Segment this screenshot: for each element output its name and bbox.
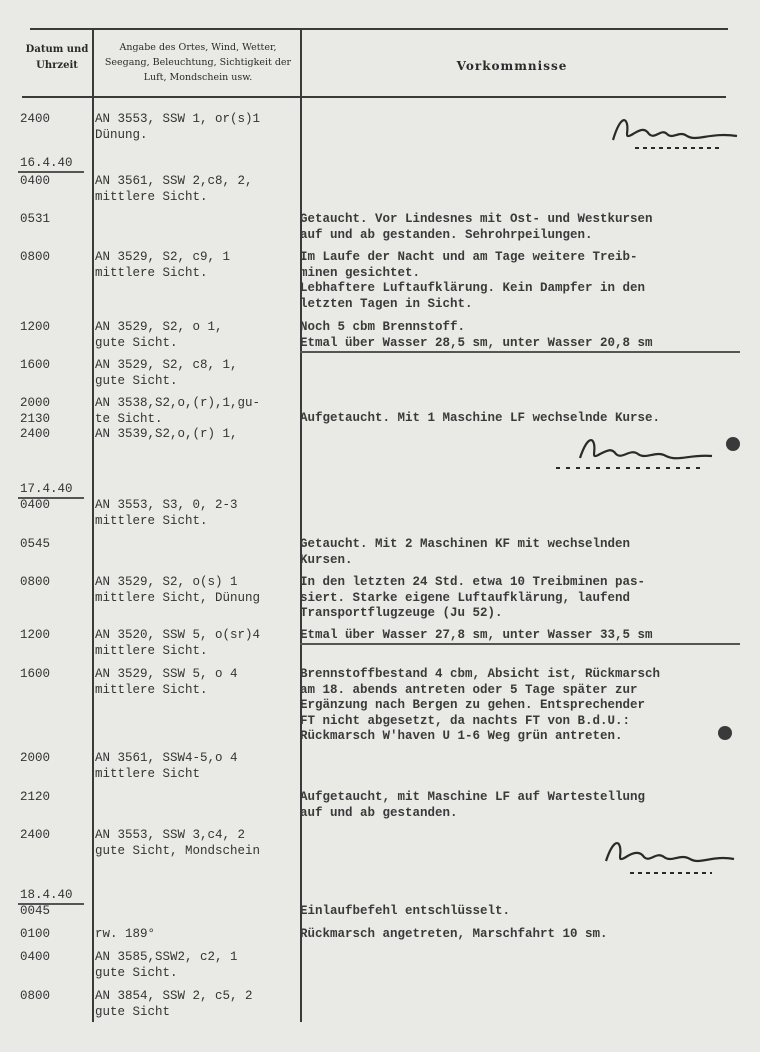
row-location: AN 3553, SSW 3,c4, 2 gute Sicht, Mondschein [95, 828, 261, 858]
date-label: 18.4.40 [20, 888, 73, 902]
row-location: AN 3520, SSW 5, o(sr)4 mittlere Sicht. [95, 628, 261, 658]
row-location: AN 3553, SSW 1, or(s)1 Dünung. [95, 112, 261, 142]
etmal-underline [300, 351, 740, 353]
signature [550, 432, 720, 474]
row-time: 0545 [20, 537, 51, 551]
row-time: 2120 [20, 790, 51, 804]
header-events: Vorkommnisse [456, 59, 568, 73]
row-event: Einlaufbefehl entschlüsselt. [300, 904, 511, 918]
date-underline [18, 171, 84, 173]
row-time: 0400 [20, 498, 51, 512]
row-location: AN 3561, SSW4-5,o 4 mittlere Sicht [95, 751, 238, 781]
row-location: rw. 189° [95, 927, 156, 941]
row-time: 0531 [20, 212, 51, 226]
row-location: AN 3529, S2, o 1, gute Sicht. [95, 320, 223, 350]
row-time: 2400 [20, 112, 51, 126]
row-time: 0400 [20, 174, 51, 188]
date-label: 16.4.40 [20, 156, 73, 170]
row-location: AN 3585,SSW2, c2, 1 gute Sicht. [95, 950, 238, 980]
top-rule [30, 28, 728, 30]
row-event: Getaucht. Vor Lindesnes mit Ost- und Westkursen auf und ab gestanden. Sehrohrpeilungen. [300, 212, 653, 242]
row-location: AN 3529, S2, c9, 1 mittlere Sicht. [95, 250, 231, 280]
row-event: Rückmarsch angetreten, Marschfahrt 10 sm. [300, 927, 608, 941]
row-time: 0045 [20, 904, 51, 918]
row-event: Aufgetaucht. Mit 1 Maschine LF wechselnde Kurse. [300, 411, 661, 425]
row-event: Etmal über Wasser 27,8 sm, unter Wasser 33,5 sm [300, 628, 653, 642]
row-time: 2000 2130 2400 [20, 396, 51, 441]
row-event: Im Laufe der Nacht und am Tage weitere Treib- minen gesichtet. Lebhaftere Luftaufklärung. Kein Dampfer in den letzten Tagen in Sicht. [300, 250, 646, 311]
row-time: 2400 [20, 828, 51, 842]
row-time: 1600 [20, 667, 51, 681]
row-event: Getaucht. Mit 2 Maschinen KF mit wechselnden Kursen. [300, 537, 631, 567]
row-time: 0800 [20, 575, 51, 589]
row-event: Noch 5 cbm Brennstoff. Etmal über Wasser 28,5 sm, unter Wasser 20,8 sm [300, 320, 653, 350]
row-event: In den letzten 24 Std. etwa 10 Treibminen pas- siert. Starke eigene Luftaufklärung, laufend Transportflugzeuge (Ju 52). [300, 575, 646, 620]
row-time: 2000 [20, 751, 51, 765]
punch-hole [718, 726, 732, 740]
row-location: AN 3529, S2, c8, 1, gute Sicht. [95, 358, 238, 388]
row-time: 0800 [20, 989, 51, 1003]
row-time: 1200 [20, 320, 51, 334]
header-rule [22, 96, 726, 98]
header-location-weather: Angabe des Ortes, Wind, Wetter, Seegang, Beleuchtung, Sichtigkeit der Luft, Mondschein usw. [104, 42, 292, 83]
row-time: 1200 [20, 628, 51, 642]
row-location: AN 3529, SSW 5, o 4 mittlere Sicht. [95, 667, 238, 697]
row-time: 0400 [20, 950, 51, 964]
signature [600, 835, 740, 880]
date-label: 17.4.40 [20, 482, 73, 496]
row-location: AN 3561, SSW 2,c8, 2, mittlere Sicht. [95, 174, 253, 204]
row-location: AN 3538,S2,o,(r),1,gu- te Sicht. AN 3539,S2,o,(r) 1, [95, 396, 261, 441]
row-location: AN 3529, S2, o(s) 1 mittlere Sicht, Dünung [95, 575, 261, 605]
row-event: Brennstoffbestand 4 cbm, Absicht ist, Rückmarsch am 18. abends antreten oder 5 Tage später zur Ergänzung nach Bergen zu gehen. Entsprechender FT nicht abgesetzt, da nachts FT von B.d.U.: Rückmarsch W'haven U 1-6 Weg grün antreten. [300, 667, 661, 743]
row-time: 0100 [20, 927, 51, 941]
header-date-time: Datum und Uhrzeit [25, 44, 89, 71]
row-time: 1600 [20, 358, 51, 372]
etmal-underline [300, 643, 740, 645]
punch-hole [726, 437, 740, 451]
row-event: Aufgetaucht, mit Maschine LF auf Wartestellung auf und ab gestanden. [300, 790, 646, 820]
row-time: 0800 [20, 250, 51, 264]
row-location: AN 3854, SSW 2, c5, 2 gute Sicht [95, 989, 253, 1019]
signature [605, 110, 745, 155]
column-rule-1 [92, 28, 94, 1022]
row-location: AN 3553, S3, 0, 2-3 mittlere Sicht. [95, 498, 238, 528]
